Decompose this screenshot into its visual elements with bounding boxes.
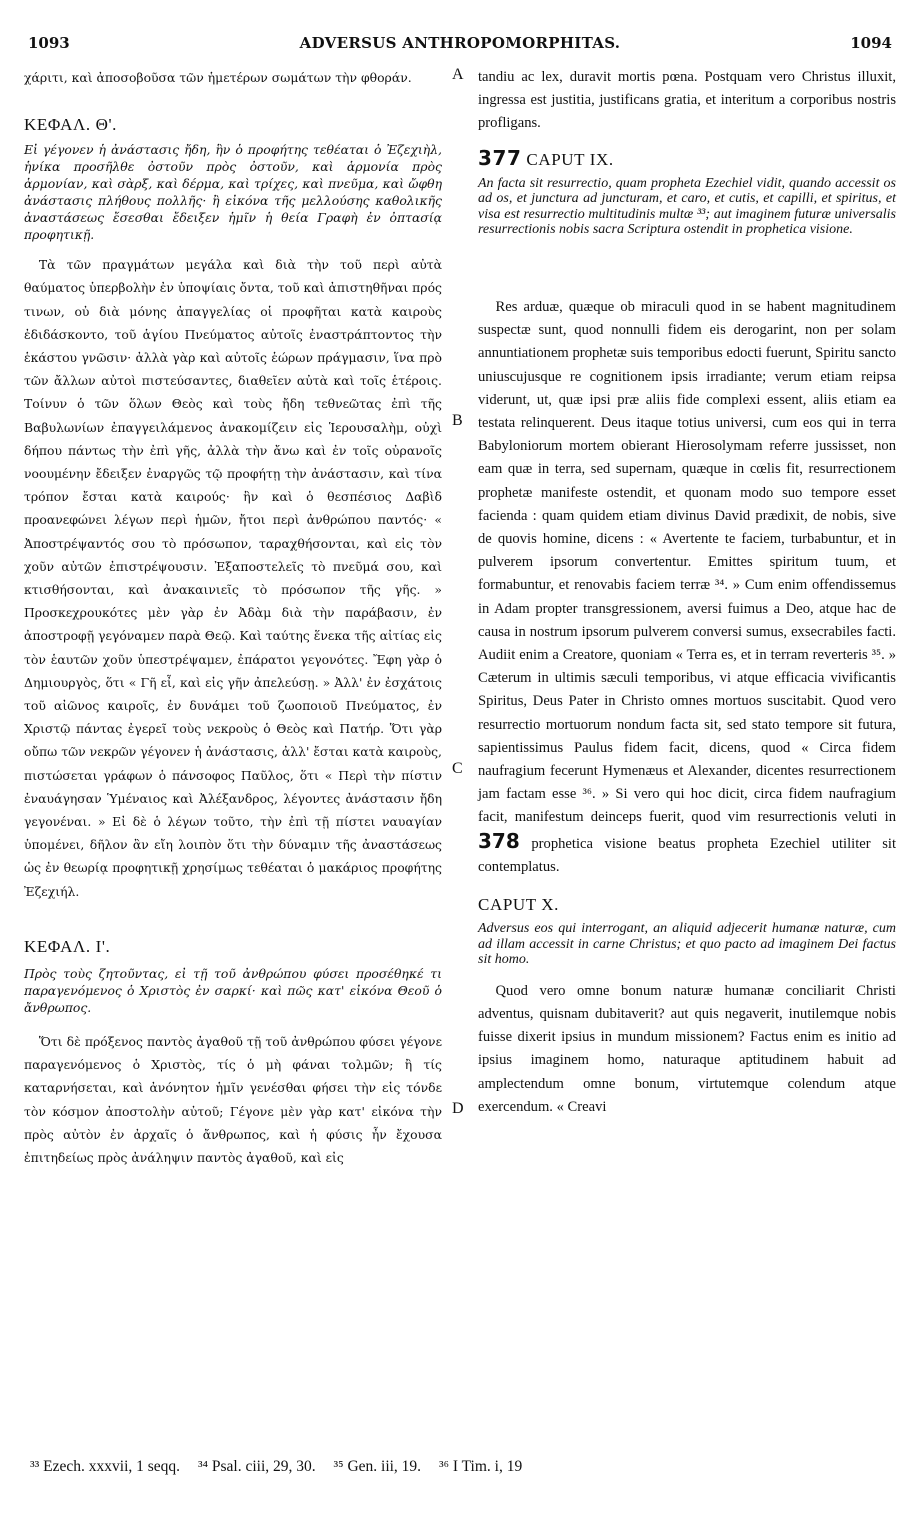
footnotes (30, 1458, 892, 1476)
margin-letter-a: A (452, 66, 464, 83)
greek-chapter-10-heading: ΚΕΦΑΛ. Ι'. (24, 936, 111, 956)
greek-column (24, 66, 442, 1169)
greek-chapter-9-body: Τὰ τῶν πραγμάτων μεγάλα καὶ διὰ τὴν τοῦ περὶ αὐτὰ θαύματος ὑπερβολὴν ἐν ὑποψίαις ὄντα, τοῦ καὶ ἀπιστηθῆναι πρός τινων, οὐ διὰ μόνης ἀπαγγελίας οἱ προφῆται κατὰ καιροὺς ἐδιδάσκοντο, τοῦ ἁγίου Πνεύματος αὐτοῖς ἐναστράπτοντος τὴν ἑκάστου γνῶσιν· ἀλλὰ γὰρ καὶ αὐτοῖς ἑώρων πράγμασιν, ἵνα πρὸ τῶν ἄλλων αὐτοὶ πιστεύσαντες, διαθεῖεν αὐτὰ καὶ τοῖς ἑτέροις. Τοίνυν ὁ τῶν ὅλων Θεὸς καὶ τοὺς ἤδη τεθνεῶτας ἐπὶ τῆς Βαβυλωνίων ἐπαγγειλάμενος ἀνακομίζειν εἰς Ἱερουσαλὴμ, οὐχὶ δήπου πάντως τὴν ἐπὶ γῆς, ἀλλὰ τὴν ἄνω καὶ ἐν τοῖς οὐρανοῖς νοουμένην ἔδειξεν ἐναργῶς τῷ προφήτῃ τὴν ἀνάστασιν, καὶ τίνα τρόπον ἔσται κατὰ καιρούς· ἣν καὶ ὁ θεσπέσιος Δαβὶδ προανεφώνει λέγων περὶ ἡμῶν, ἤτοι περὶ ἀνθρώπου παντός· « Ἀποστρέψαντός σου τὸ πρόσωπον, ταραχθήσονται, καὶ εἰς τὸν χοῦν αὐτῶν ἐπιστρέψουσιν. Ἐξαποστελεῖς τὸ πνεῦμά σου, καὶ κτισθήσονται, καὶ ἀνακαινιεῖς τὸ πρόσωπον τῆς γῆς. » Προσκεχρουκότες μὲν γὰρ ἐν Ἀδὰμ διὰ τὴν παράβασιν, ἐν ἀποστροφῇ γεγόναμεν παρὰ Θεῷ. Καὶ ταύτης ἕνεκα τῆς αἰτίας εἰς τὸν ἑαυτῶν χοῦν ὑπεστρέψαμεν, ἐπάρατοι γεγονότες. Ἔφη γὰρ ὁ Δημιουργὸς, ὅτι « Γῆ εἶ, καὶ εἰς γῆν ἀπελεύσῃ. » Ἀλλ' ἐν ἐσχάτοις τοῦ αἰῶνος καιροῖς, ἐν δυνάμει τοῦ ζωοποιοῦ Πνεύματος, ἐν Χριστῷ πάντας ἐγερεῖ τοὺς νεκροὺς ὁ Θεὸς καὶ Πατήρ. Ὅτι γὰρ οὔπω τῶν νεκρῶν γέγονεν ἡ ἀνάστασις, ἀλλ' ἔσται κατὰ καιροὺς, πιστώσεται γράφων ὁ πάνσοφος Παῦλος, ὅτι « Περὶ τὴν πίστιν ἐναυάγησαν Ὑμέναιος καὶ Ἀλέξανδρος, λέγοντες ἀνάστασιν ἤδη γεγονέναι. » Εἰ δὲ ὁ λέγων τοῦτο, τὴν ἐπὶ τῇ πίστει ναυαγίαν ὑπομένει, δῆλον ἂν εἴη λοιπὸν ὅτι τὴν δύναμιν τῆς ἀναστάσεως ὡς ἐν θεωρίᾳ προφητικῇ χρησίμως τεθέαται ὁ μακάριος προφήτης Ἐζεχιήλ. (24, 257, 442, 899)
greek-chapter-10-summary: Πρὸς τοὺς ζητοῦντας, εἰ τῇ τοῦ ἀνθρώπου φύσει προσέθηκέ τι παραγενόμενος ὁ Χριστὸς ἐν σαρκί· καὶ πῶς κατ' εἰκόνα Θεοῦ ὁ ἄνθρωπος. (24, 965, 442, 1015)
latin-opening-text: tandiu ac lex, duravit mortis pœna. Postquam vero Christus illuxit, ingressa est justitia, justificans gratia, et interitum a corporibus nostris profligans. (478, 69, 896, 132)
footnote-34: ³⁴ Psal. ciii, 29, 30. (197, 1458, 316, 1475)
greek-chapter-9-heading: ΚΕΦΑΛ. Θ'. (24, 115, 117, 135)
running-title: ADVERSUS ANTHROPOMORPHITAS. (299, 34, 621, 52)
latin-chapter-9-body (478, 296, 896, 879)
margin-letter-c: C (452, 760, 463, 777)
latin-column (478, 66, 896, 1119)
latin-chapter-9-body-part-1: Res arduæ, quæque ob miraculi quod in se habent magnitudinem suspectæ sunt, quod nonnulli fidem eis derogarint, non per solam annuntiationem prophetæ suis temporibus edocti fuerunt, Spiritu sancto uniuscujusque re cognitionem ipsis irradiante; verum etiam reipsa viderunt, ut, quæ ipsi præ aliis fide complexi essent, aliis etiam ea testata relinquerent. Deus itaque totius universi, cum eos qui in terra Babyloniorum mortem obierant Hierosolymam referre jussisset, non eam quæ in terra, sed supernam, quæque in cœlis fit, resurrectionem prophetæ manifeste ostendit, et quonam modo suo tempore esset facienda : quam quidem etiam divinus David prædixit, de nobis, sive de quovis homine, dicens : « Avertente te faciem, turbabuntur, et in pulverem ipsorum convertentur. Emittes spiritum tuum, et formabuntur, et renovabis faciem terræ ³⁴. » Cum enim offendissemus in Adam propter transgressionem, aversi fuimus a Deo, atque hac de causa in nostrum ipsorum pulverem conversi sumus, exsecrabiles facti. Audiit enim a Creatore, quoniam « Terra es, et in terram reverteris ³⁵. » Cæterum in ultimis sæculi temporibus, vi atque efficacia vivificantis Spiritus, Deus Pater in Christo omnes mortuos suscitabit. Quod vero resurrectio mortuorum nondum facta sit, sed stato tempore sit futura, sapientissimus Paulus fidem facit, dicens, quod « Circa fidem naufragium fecerunt Hymenæus et Alexander, dicentes resurrectionem jam factam esse ³⁶. » Si vero qui hoc dicit, circa fidem naufragium facit, manifestum deinceps fuerit, quod vim resurrectionis veluti in (478, 298, 896, 826)
greek-opening-text: χάριτι, καὶ ἀποσοβοῦσα τῶν ἡμετέρων σωμάτων τὴν φθοράν. (24, 70, 412, 85)
margin-letter-b: B (452, 412, 463, 429)
footnote-33: ³³ Ezech. xxxvii, 1 seqq. (30, 1458, 181, 1475)
column-number-377: 377 (478, 145, 522, 170)
latin-chapter-9-heading: CAPUT IX. (526, 149, 614, 169)
page-number-right: 1094 (850, 34, 892, 52)
latin-chapter-9-summary: An facta sit resurrectio, quam propheta Ezechiel vidit, quando accessit os ad os, et junctura ad juncturam, et caro, et cutis, et capilli, et spiritus, et visa est resurrectio multitudinis multæ ³³; aut imaginem futuræ universalis resurrectionis nobis sacra Scriptura ostendit in prophetica visione. (478, 175, 896, 238)
running-header (28, 34, 892, 58)
greek-chapter-10-body: Ὅτι δὲ πρόξενος παντὸς ἀγαθοῦ τῇ τοῦ ἀνθρώπου φύσει γέγονε παραγενόμενος ὁ Χριστὸς, τίς ὁ μὴ φάναι τολμῶν; ἢ τίς καταρνήσεται, καὶ ἀνόνητον ἡμῖν γενέσθαι φήσει τὴν εἰς τόνδε τὸν κόσμον ἀποστολὴν αὐτοῦ; Γέγονε μὲν γὰρ κατ' εἰκόνα τὴν πρὸς αὐτὸν ἐν ἀρχαῖς ὁ ἄνθρωπος, καὶ ἡ φύσις ἦν ἔχουσα ἐπιτηδείως πρὸς ἀνάληψιν παντὸς ἀγαθοῦ, καὶ εἰς (24, 1033, 442, 1165)
latin-chapter-10-summary: Adversus eos qui interrogant, an aliquid adjecerit humanæ naturæ, cum ad illam accessit in carne Christus; et quo pacto ad imaginem Dei factus sit homo. (478, 921, 896, 968)
footnote-35: ³⁵ Gen. iii, 19. (333, 1458, 422, 1475)
latin-chapter-9-heading-line (478, 146, 896, 170)
column-number-378: 378 (478, 828, 520, 853)
latin-chapter-10-body: Quod vero omne bonum naturæ humanæ conciliarit Christi adventus, quisnam dubitaverit? aut quis negaverit, inutilemque nobis fuisse dixerit ipsius in mundum missionem? Factus enim es initio ad ipsius imaginem homo, naturaque aptitudinem habuit ad amplectendum omne bonum, virtutemque colendum atque exercendum. « Creavi (478, 982, 896, 1115)
latin-chapter-10-heading: CAPUT X. (478, 895, 560, 915)
page-number-left: 1093 (28, 34, 70, 52)
latin-chapter-9-body-part-2: prophetica visione beatus propheta Ezechiel utiliter sit contemplatus. (478, 835, 896, 875)
footnote-36: ³⁶ I Tim. i, 19 (438, 1458, 523, 1475)
greek-chapter-9-summary: Εἰ γέγονεν ἡ ἀνάστασις ἤδη, ἣν ὁ προφήτης τεθέαται ὁ Ἐζεχιὴλ, ἡνίκα προσῆλθε ὀστοῦν πρὸς ὀστοῦν, καὶ ἁρμονία πρὸς ἁρμονίαν, καὶ σὰρξ, καὶ δέρμα, καὶ τρίχες, καὶ πνεῦμα, καὶ ὤφθη ἀνάστασις πλήθους πολλῆς· ἢ εἰκόνα τῆς μελλούσης καθολικῆς ἀναστάσεως ἔσεσθαι ἔδειξεν ἡμῖν ἡ θεία Γραφὴ ἐν ὀπτασίᾳ προφητικῇ. (24, 142, 442, 243)
margin-letter-d: D (452, 1100, 464, 1117)
